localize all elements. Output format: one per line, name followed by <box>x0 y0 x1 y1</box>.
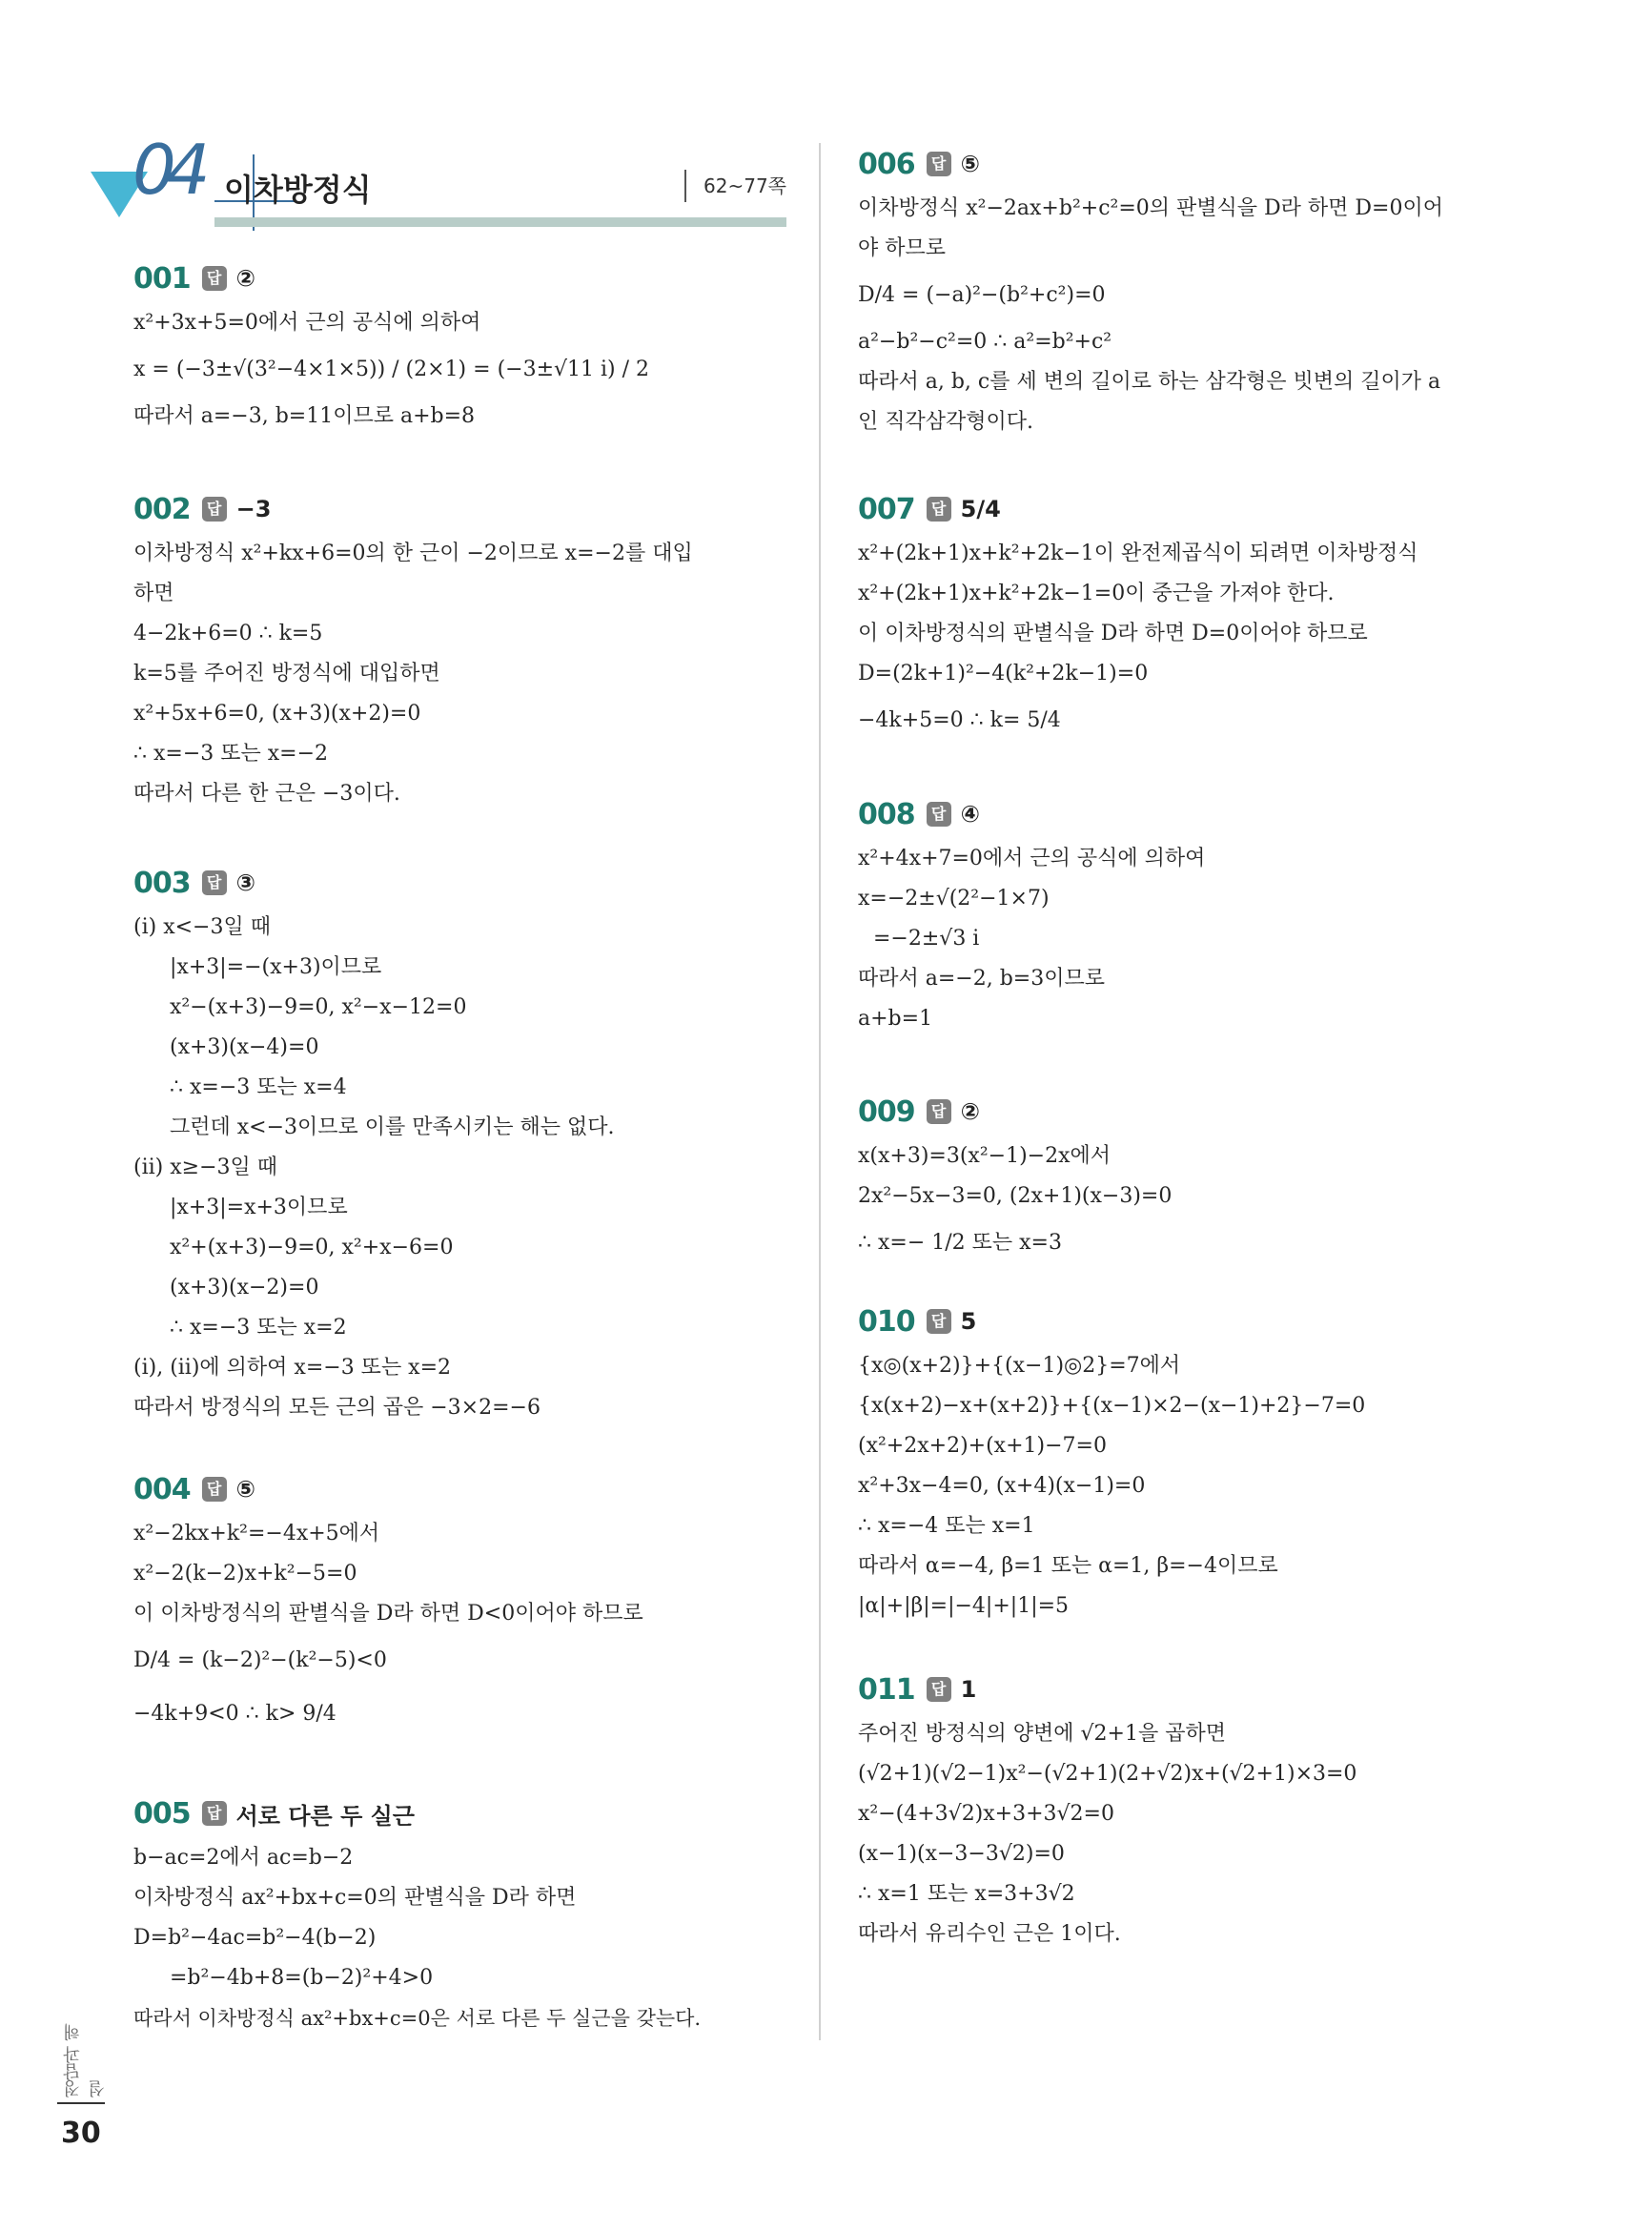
solution-line: x²+3x−4=0, (x+4)(x−1)=0 <box>858 1474 1146 1498</box>
right-column <box>858 143 1549 1954</box>
solution-line: 이차방정식 ax²+bx+c=0의 판별식을 D라 하면 <box>133 1886 577 1910</box>
problem-004 <box>133 1468 825 1745</box>
problem-007 <box>858 488 1549 755</box>
answer-value: ⑤ <box>960 151 980 177</box>
problem-008 <box>858 793 1549 1032</box>
solution-line: x²+5x+6=0, (x+3)(x+2)=0 <box>133 702 421 726</box>
solution-line: {x(x+2)−x+(x+2)}+{(x−1)×2−(x−1)+2}−7=0 <box>858 1394 1366 1418</box>
solution-line: (x+3)(x−2)=0 <box>170 1276 319 1299</box>
solution-line: x=−2±√(2²−1×7) <box>858 887 1050 910</box>
solution-line: =b²−4b+8=(b−2)²+4>0 <box>170 1966 434 1990</box>
footer-rule <box>57 2102 105 2104</box>
answer-badge: 답 <box>202 497 227 522</box>
solution-line: 따라서 유리수인 근은 1이다. <box>858 1922 1121 1946</box>
solution-line: x²−2kx+k²=−4x+5에서 <box>133 1522 380 1545</box>
answer-badge: 답 <box>202 1801 227 1826</box>
solution-line: ∴ x=−3 또는 x=−2 <box>133 742 329 766</box>
answer-value: 5/4 <box>960 496 1001 522</box>
solution-line: ∴ x=−3 또는 x=2 <box>170 1316 347 1340</box>
solution-line: x²−2(k−2)x+k²−5=0 <box>133 1562 357 1586</box>
solution-line: |x+3|=−(x+3)이므로 <box>170 955 382 979</box>
problem-number: 002 <box>133 492 191 526</box>
solution-line: (ⅱ) x≥−3일 때 <box>133 1156 278 1179</box>
answer-badge: 답 <box>927 1309 951 1334</box>
solution-line: |α|+|β|=|−4|+|1|=5 <box>858 1594 1070 1618</box>
answer-value: 5 <box>960 1308 977 1335</box>
answer-badge: 답 <box>927 1677 951 1702</box>
problem-003 <box>133 862 825 1434</box>
answer-value: 1 <box>960 1676 977 1703</box>
solution-line: −4k+5=0 ∴ k= 5/4 <box>858 708 1061 732</box>
chapter-title: 이차방정식 <box>224 172 372 208</box>
solution-line: ∴ x=− 1/2 또는 x=3 <box>858 1231 1062 1255</box>
chapter-underline <box>214 217 786 227</box>
solution-line: ∴ x=−4 또는 x=1 <box>858 1514 1035 1538</box>
solution-line: 따라서 a=−2, b=3이므로 <box>858 967 1105 991</box>
solution-line: {x◎(x+2)}+{(x−1)◎2}=7에서 <box>858 1354 1181 1378</box>
answer-value: ② <box>960 1098 980 1125</box>
solution-line: (x²+2x+2)+(x+1)−7=0 <box>858 1434 1107 1458</box>
solution-line: (√2+1)(√2−1)x²−(√2+1)(2+√2)x+(√2+1)×3=0 <box>858 1762 1357 1786</box>
solution-line: x²+(2k+1)x+k²+2k−1=0이 중근을 가져야 한다. <box>858 582 1335 605</box>
problem-009 <box>858 1091 1549 1253</box>
solution-line: x²+(2k+1)x+k²+2k−1이 완전제곱식이 되려면 이차방정식 <box>858 542 1418 565</box>
problem-number: 004 <box>133 1472 191 1506</box>
problem-number: 001 <box>133 261 191 296</box>
solution-line: 야 하므로 <box>858 236 947 260</box>
page-number: 30 <box>61 2117 101 2150</box>
solution-line: k=5를 주어진 방정식에 대입하면 <box>133 662 440 685</box>
problem-010 <box>858 1300 1549 1625</box>
answer-badge: 답 <box>202 1477 227 1502</box>
solution-line: −4k+9<0 ∴ k> 9/4 <box>133 1702 337 1726</box>
answer-badge: 답 <box>927 152 951 176</box>
solution-line: D/4 = (k−2)²−(k²−5)<0 <box>133 1648 387 1672</box>
answer-badge: 답 <box>927 802 951 827</box>
solution-line: D=b²−4ac=b²−4(b−2) <box>133 1926 377 1950</box>
solution-line: D=(2k+1)²−4(k²+2k−1)=0 <box>858 662 1149 685</box>
solution-line: 따라서 방정식의 모든 근의 곱은 −3×2=−6 <box>133 1396 540 1420</box>
solution-line: x²−(x+3)−9=0, x²−x−12=0 <box>170 995 467 1019</box>
chapter-pages: 62~77쪽 <box>684 170 786 202</box>
problem-006 <box>858 143 1549 434</box>
answer-badge: 답 <box>927 1099 951 1124</box>
solution-line: b−ac=2에서 ac=b−2 <box>133 1846 354 1870</box>
answer-value: ③ <box>235 869 255 896</box>
solution-line: x²−(4+3√2)x+3+3√2=0 <box>858 1802 1114 1826</box>
solution-line: 이차방정식 x²+kx+6=0의 한 근이 −2이므로 x=−2를 대입 <box>133 542 693 565</box>
answer-value: ② <box>235 265 255 292</box>
problem-number: 008 <box>858 797 915 831</box>
chapter-header <box>91 130 786 229</box>
answer-badge: 답 <box>927 497 951 522</box>
solution-line: ∴ x=−3 또는 x=4 <box>170 1075 347 1099</box>
problem-number: 011 <box>858 1672 915 1707</box>
solution-line: 그런데 x<−3이므로 이를 만족시키는 해는 없다. <box>170 1115 615 1139</box>
solution-line: 이 이차방정식의 판별식을 D라 하면 D=0이어야 하므로 <box>858 622 1368 645</box>
left-column <box>133 257 825 2040</box>
problem-005 <box>133 1792 825 2040</box>
solution-line: 따라서 a=−3, b=11이므로 a+b=8 <box>133 404 476 428</box>
solution-line: a²−b²−c²=0 ∴ a²=b²+c² <box>858 330 1112 354</box>
answer-value: ⑤ <box>235 1476 255 1503</box>
solution-line: x(x+3)=3(x²−1)−2x에서 <box>858 1144 1112 1168</box>
problem-number: 010 <box>858 1304 915 1339</box>
problem-number: 003 <box>133 866 191 900</box>
chapter-number: 04 <box>133 130 201 210</box>
solution-line: x²+(x+3)−9=0, x²+x−6=0 <box>170 1236 454 1259</box>
solution-line: 인 직각삼각형이다. <box>858 410 1034 434</box>
problem-011 <box>858 1668 1549 1954</box>
problem-002 <box>133 488 825 822</box>
problem-number: 005 <box>133 1796 191 1831</box>
solution-line: 하면 <box>133 582 174 605</box>
solution-line: 주어진 방정식의 양변에 √2+1을 곱하면 <box>858 1722 1226 1746</box>
solution-line: x = (−3±√(3²−4×1×5)) / (2×1) = (−3±√11 i) / 2 <box>133 358 650 381</box>
answer-value: 서로 다른 두 실근 <box>235 1802 415 1830</box>
solution-line: 따라서 a, b, c를 세 변의 길이로 하는 삼각형은 빗변의 길이가 a <box>858 370 1441 394</box>
solution-line: 2x²−5x−3=0, (2x+1)(x−3)=0 <box>858 1184 1173 1208</box>
solution-line: 따라서 다른 한 근은 −3이다. <box>133 782 400 806</box>
problem-number: 006 <box>858 147 915 181</box>
solution-line: x²+4x+7=0에서 근의 공식에 의하여 <box>858 847 1206 870</box>
solution-line: (x+3)(x−4)=0 <box>170 1035 319 1059</box>
solution-line: (ⅰ), (ⅱ)에 의하여 x=−3 또는 x=2 <box>133 1356 452 1380</box>
problem-001 <box>133 257 825 439</box>
answer-badge: 답 <box>202 870 227 895</box>
footer-section-label: 정답과 해설 <box>63 2023 108 2097</box>
solution-line: 따라서 α=−4, β=1 또는 α=1, β=−4이므로 <box>858 1554 1278 1578</box>
solution-line: 이차방정식 x²−2ax+b²+c²=0의 판별식을 D라 하면 D=0이어 <box>858 196 1443 220</box>
answer-value: ④ <box>960 801 980 828</box>
problem-number: 007 <box>858 492 915 526</box>
solution-line: 이 이차방정식의 판별식을 D라 하면 D<0이어야 하므로 <box>133 1602 643 1626</box>
solution-line: a+b=1 <box>858 1007 933 1031</box>
solution-line: |x+3|=x+3이므로 <box>170 1196 348 1219</box>
answer-badge: 답 <box>202 266 227 291</box>
solution-line: 4−2k+6=0 ∴ k=5 <box>133 622 323 645</box>
solution-line: =−2±√3 i <box>873 927 980 951</box>
solution-line: x²+3x+5=0에서 근의 공식에 의하여 <box>133 311 481 335</box>
solution-line: 따라서 이차방정식 ax²+bx+c=0은 서로 다른 두 실근을 갖는다. <box>133 2007 702 2030</box>
problem-number: 009 <box>858 1095 915 1129</box>
answer-value: −3 <box>235 496 272 522</box>
solution-line: ∴ x=1 또는 x=3+3√2 <box>858 1882 1075 1906</box>
solution-line: (x−1)(x−3−3√2)=0 <box>858 1842 1065 1866</box>
solution-line: (ⅰ) x<−3일 때 <box>133 915 271 939</box>
solution-line: D/4 = (−a)²−(b²+c²)=0 <box>858 283 1106 307</box>
